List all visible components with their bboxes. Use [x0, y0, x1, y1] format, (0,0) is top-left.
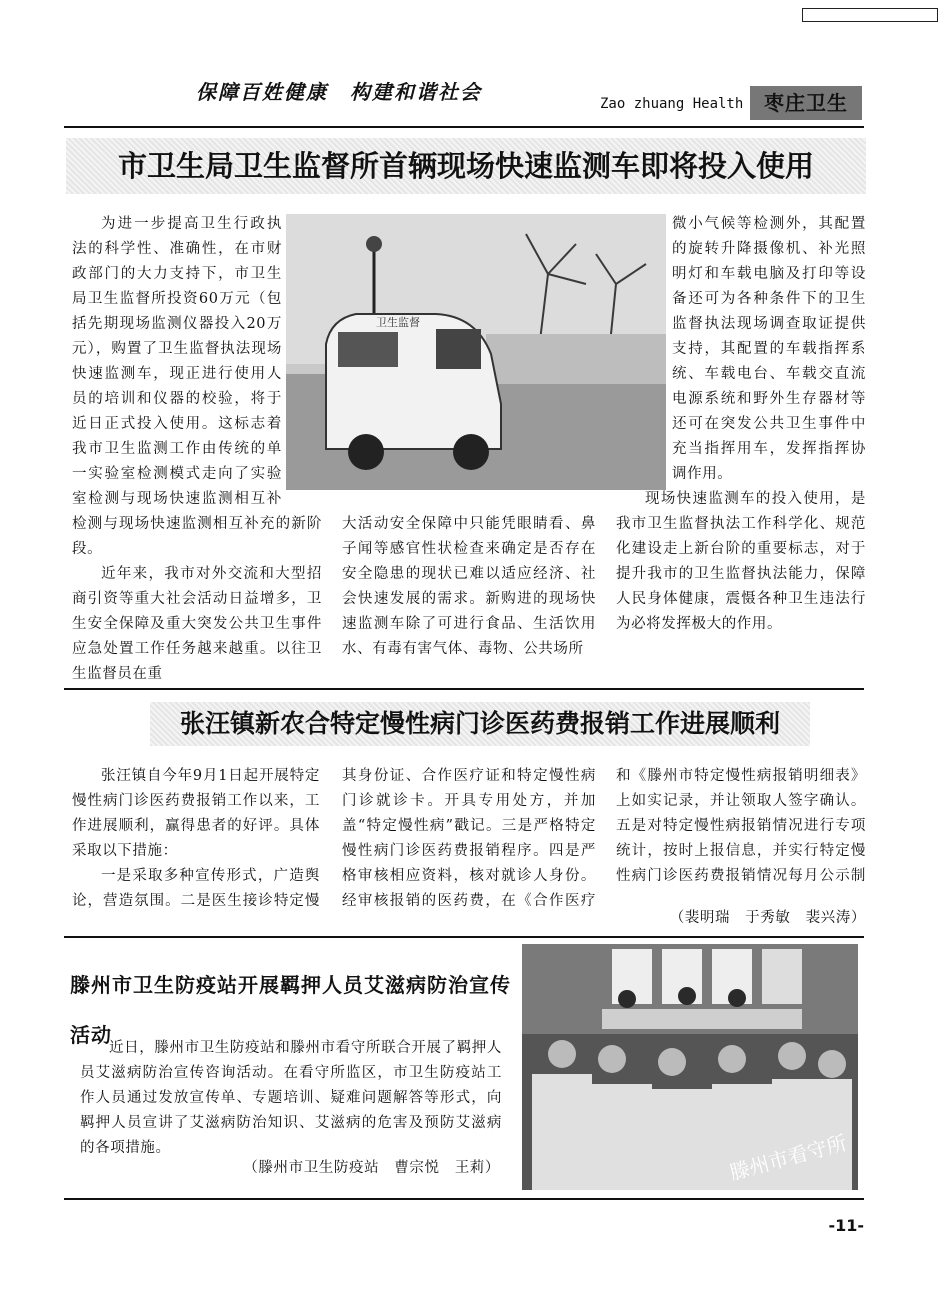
- header-rule: [64, 126, 864, 128]
- article1-col2: [342, 512, 596, 687]
- article2-title: 张汪镇新农合特定慢性病门诊医药费报销工作进展顺利: [150, 702, 810, 746]
- article1-col3: [672, 212, 866, 487]
- article1-col3-text: 微小气候等检测外，其配置的旋转升降摄像机、补光照明灯和车载电脑及打印等设备还可为各种条件下的卫生监督执法现场调查取证提供支持，其配置的车载指挥系统、车载电台、车载交直流电源系统和野外生存器材等还可在突发公共卫生事件中充当指挥用车，发挥指挥协调作用。: [672, 216, 866, 482]
- meeting-photo-illustration: [522, 944, 858, 1190]
- article1-col3b: [616, 487, 866, 662]
- article3-title: 滕州市卫生防疫站开展羁押人员艾滋病防治宣传活动: [70, 973, 511, 1047]
- article3-body: [80, 1036, 502, 1156]
- article3-body-text: 近日，滕州市卫生防疫站和滕州市看守所联合开展了羁押人员艾滋病防治宣传咨询活动。在看守所监区，市卫生防疫站工作人员通过发放宣传单、专题培训、疑难问题解答等形式，向羁押人员宣讲了艾滋病防治知识、艾滋病的危害及预防艾滋病的各项措施。: [80, 1040, 502, 1156]
- article1-col1-text: 为进一步提高卫生行政执法的科学性、准确性，在市财政部门的大力支持下，市卫生局卫生监督所投资60万元（包括先期现场监测仪器投入20万元），购置了卫生监督执法现场快速监测车，现正进行使用人员的培训和仪器的校验，将于近日正式投入使用。这标志着我市卫生监测工作由传统的单一实验室检测模式走向了实验室检测与现场快速监测相互补: [72, 216, 282, 507]
- article3-byline: （滕州市卫生防疫站 曹宗悦 王莉）: [243, 1160, 500, 1176]
- article1-col1b: [72, 562, 322, 687]
- article2-rule: [64, 936, 864, 938]
- brand-english: Zao zhuang Health: [600, 96, 744, 112]
- article2-col1-text: 张汪镇自今年9月1日起开展特定慢性病门诊医药费报销工作以来，工作进展顺利，赢得患者的好评。具体采取以下措施：: [72, 768, 320, 859]
- page-number: -11-: [828, 1216, 864, 1235]
- article3-rule: [64, 1198, 864, 1200]
- article1-col1-tail-text: 检测与现场快速监测相互补充的新阶段。: [72, 516, 322, 557]
- article1-col1b-text: 近年来，我市对外交流和大型招商引资等重大社会活动日益增多，卫生安全保障及重大突发公共卫生事件应急处置工作任务越来越重。以往卫生监督员在重: [72, 566, 322, 682]
- article2-col2: [342, 764, 596, 914]
- article2-byline: （裴明瑞 于秀敏 裴兴涛）: [669, 910, 866, 926]
- meeting-photo: [522, 944, 858, 1190]
- article2-col3-text: 和《滕州市特定慢性病报销明细表》上如实记录，并让领取人签字确认。五是对特定慢性病报销情况进行专项统计，按时上报信息，并实行特定慢性病门诊医药费报销情况每月公示制: [616, 768, 866, 884]
- article2-col2-text: 其身份证、合作医疗证和特定慢性病门诊就诊卡。开具专用处方，并加盖“特定慢性病”戳记。三是严格特定慢性病门诊医药费报销程序。四是严格审核相应资料，核对就诊人身份。经审核报销的医药费，在《合作医疗: [342, 768, 596, 909]
- brand-chinese: 枣庄卫生: [750, 86, 862, 120]
- vehicle-label: 卫生监督: [376, 316, 420, 329]
- article1-col2-text: 大活动安全保障中只能凭眼睛看、鼻子闻等感官性状检查来确定是否存在安全隐患的现状已难以适应经济、社会快速发展的需求。新购进的现场快速监测车除了可进行食品、生活饮用水、有毒有害气体、毒物、公共场所: [342, 516, 596, 657]
- article2-col1: [72, 764, 320, 914]
- article1-col3b-text: 现场快速监测车的投入使用，是我市卫生监督执法工作科学化、规范化建设走上新台阶的重要标志，对于提升我市的卫生监督执法能力，保障人民身体健康，震慑各种卫生违法行为必将发挥极大的作用。: [616, 491, 866, 632]
- vehicle-photo-illustration: [286, 214, 666, 490]
- vehicle-photo: [286, 214, 666, 490]
- header-slogan: 保障百姓健康 构建和谐社会: [196, 80, 482, 104]
- article2-col3: [616, 764, 866, 889]
- article1-rule: [64, 688, 864, 690]
- photo-watermark: 滕州市看守所: [727, 1130, 850, 1185]
- top-frame-box: [802, 8, 938, 22]
- article1-col1-tail: [72, 512, 322, 562]
- article1-title: 市卫生局卫生监督所首辆现场快速监测车即将投入使用: [66, 138, 866, 194]
- article2-col1b-text: 一是采取多种宣传形式，广造舆论，营造氛围。二是医生接诊特定慢: [72, 868, 320, 909]
- article1-col1-narrow: [72, 212, 282, 512]
